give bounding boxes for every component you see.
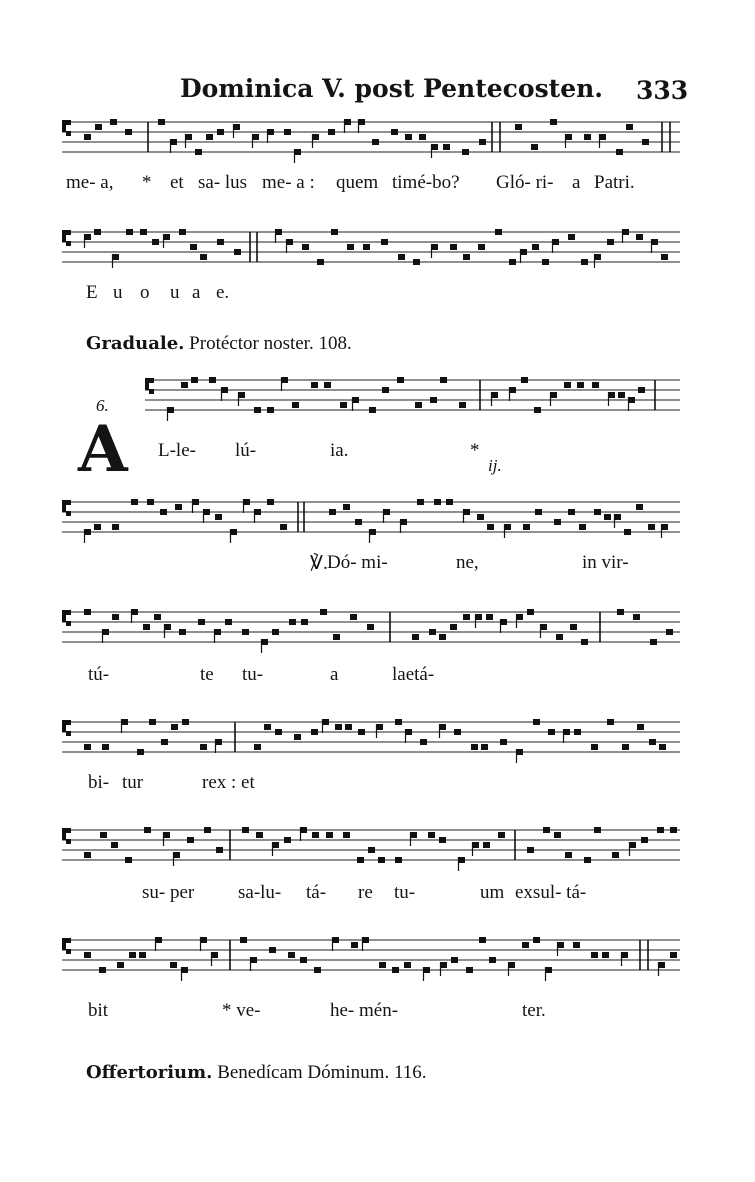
neume-note [617,609,624,615]
neume-note [498,832,505,838]
neume-note [215,514,222,520]
neume-note [264,724,271,730]
c-clef-icon [62,938,71,954]
neume-note [574,729,581,735]
neume-note [641,837,648,843]
lyric-syllable: u [113,282,123,303]
neume-note [648,524,655,530]
neume-note [94,229,101,235]
neume-note [382,387,389,393]
neume-note [144,827,151,833]
neume-note [533,719,540,725]
neume-note [565,852,572,858]
offertorium-rest: Benedícam Dóminum. 116. [212,1062,427,1083]
neume-note [84,609,91,615]
neume-note [117,962,124,968]
neume-note [670,827,677,833]
neume-note [300,957,307,963]
neume-note [94,524,101,530]
neume-note [312,832,319,838]
neume-note [564,382,571,388]
staff-s8 [0,920,755,990]
neume-note [607,719,614,725]
neume-note [451,957,458,963]
neume-note [140,229,147,235]
neume-note [395,857,402,863]
neume-note [301,619,308,625]
neume-note [206,134,213,140]
staff-s7 [0,810,755,880]
neume-note [550,119,557,125]
c-clef-icon [62,610,71,626]
neume-note [343,832,350,838]
neume-note [440,377,447,383]
neume-note [612,852,619,858]
neume-note [481,744,488,750]
offertorium-bold: Offertorium. [86,1062,213,1083]
neume-note [594,509,601,515]
lyric-syllable: u [170,282,180,303]
neume-note [624,529,631,535]
neume-note [439,837,446,843]
neume-note [459,402,466,408]
neume-note [666,629,673,635]
neume-note [84,744,91,750]
neume-note [443,144,450,150]
lyric-syllable: sa-lu- [238,882,282,903]
neume-note [577,382,584,388]
neume-note [363,244,370,250]
neume-note [331,229,338,235]
neume-note [378,857,385,863]
neume-note [542,259,549,265]
neume-note [200,254,207,260]
neume-note [351,942,358,948]
neume-note [573,942,580,948]
lyric-syllable: exsul- tá- [515,882,587,903]
neume-note [463,614,470,620]
lyric-syllable: re [358,882,373,903]
c-clef-icon [62,720,71,736]
neume-note [413,259,420,265]
neume-note [638,387,645,393]
neume-note [439,634,446,640]
neume-note [543,827,550,833]
neume-note [158,119,165,125]
lyric-syllable: ne, [456,552,479,573]
neume-note [454,729,461,735]
neume-note [556,634,563,640]
neume-note [463,254,470,260]
lyric-syllable: a [192,282,201,303]
neume-note [225,619,232,625]
neume-note [340,402,347,408]
neume-note [489,957,496,963]
neume-note [181,382,188,388]
lyric-syllable: te [200,664,214,685]
neume-note [372,139,379,145]
neume-note [531,144,538,150]
neume-note [412,634,419,640]
neume-note [288,952,295,958]
c-clef-icon [62,828,71,844]
neume-note [483,842,490,848]
neume-note [99,967,106,973]
neume-note [650,639,657,645]
neume-note [581,259,588,265]
neume-note [419,134,426,140]
neume-note [242,629,249,635]
neume-note [143,624,150,630]
neume-note [311,382,318,388]
neume-note [84,952,91,958]
lyric-syllable: ter. [522,1000,546,1021]
neume-note [477,514,484,520]
neume-note [381,239,388,245]
neume-note [604,514,611,520]
neume-note [568,509,575,515]
neume-note [633,614,640,620]
neume-note [129,952,136,958]
neume-note [479,139,486,145]
neume-note [254,744,261,750]
c-clef-icon [62,230,71,246]
neume-note [532,244,539,250]
neume-note [527,847,534,853]
neume-note [314,967,321,973]
neume-note [350,614,357,620]
lyric-syllable: Patri. [594,172,635,193]
neume-note [84,134,91,140]
neume-note [591,952,598,958]
neume-note [429,629,436,635]
neume-note [554,832,561,838]
neume-note [284,129,291,135]
neume-note [659,744,666,750]
neume-note [147,499,154,505]
neume-note [584,134,591,140]
neume-note [275,729,282,735]
lyric-syllable: e. [216,282,230,303]
neume-note [446,499,453,505]
neume-note [661,254,668,260]
neume-note [269,947,276,953]
neume-note [111,842,118,848]
neume-note [149,719,156,725]
neume-note [584,857,591,863]
neume-note [333,634,340,640]
lyric-syllable: Dó- mi- [327,552,388,573]
neume-note [367,624,374,630]
neume-note [521,377,528,383]
neume-note [486,614,493,620]
neume-note [204,827,211,833]
c-clef-icon [62,500,71,516]
neume-note [527,609,534,615]
neume-note [535,509,542,515]
neume-note [434,499,441,505]
neume-note [391,129,398,135]
neume-note [554,519,561,525]
neume-note [152,239,159,245]
graduale-label [86,333,352,355]
neume-note [179,629,186,635]
neume-note [622,744,629,750]
neume-note [398,254,405,260]
neume-note [392,967,399,973]
neume-note [240,937,247,943]
staff-s6 [0,702,755,772]
neume-note [191,377,198,383]
neume-note [200,744,207,750]
lyric-syllable: ℣. [310,553,328,574]
neume-note [636,234,643,240]
lyric-syllable: L-le- [158,440,196,461]
page-title: Dominica V. post Pentecosten. [180,74,603,103]
neume-note [289,619,296,625]
neume-note [280,524,287,530]
neume-note [607,239,614,245]
neume-note [649,739,656,745]
neume-note [523,524,530,530]
neume-note [335,724,342,730]
lyric-syllable: tur [122,772,144,793]
neume-note [462,149,469,155]
lyric-syllable: tu- [394,882,416,903]
neume-note [478,244,485,250]
neume-note [592,382,599,388]
neume-note [637,724,644,730]
neume-note [272,629,279,635]
drop-cap-letter: A [78,412,128,487]
neume-note [636,504,643,510]
neume-note [139,952,146,958]
lyric-syllable: su- per [142,882,195,903]
neume-note [131,499,138,505]
neume-note [125,129,132,135]
lyric-syllable: me- a, [66,172,114,193]
neume-note [137,749,144,755]
lyric-syllable: bi- [88,772,110,793]
lyric-syllable: E [86,282,98,303]
neume-note [170,962,177,968]
neume-note [294,734,301,740]
lyric-syllable: o [140,282,150,303]
neume-note [642,139,649,145]
neume-note [112,524,119,530]
neume-note [534,407,541,413]
neume-note [430,397,437,403]
lyric-syllable: a [330,664,339,685]
lyric-syllable: * ve- [222,1000,261,1021]
neume-note [343,504,350,510]
neume-note [487,524,494,530]
neume-note [533,937,540,943]
neume-note [404,962,411,968]
page-number: 333 [636,76,689,105]
neume-note [187,837,194,843]
neume-note [395,719,402,725]
lyric-syllable: Gló- ri- [496,172,554,193]
neume-note [626,124,633,130]
neume-note [317,259,324,265]
neume-note [417,499,424,505]
lyric-syllable: lú- [235,440,257,461]
neume-note [369,407,376,413]
neume-note [355,519,362,525]
lyric-syllable: a [572,172,581,193]
neume-note [216,847,223,853]
c-clef-icon [145,378,154,394]
neume-note [311,729,318,735]
neume-note [602,952,609,958]
neume-note [515,124,522,130]
lyric-syllable: um [480,882,505,903]
neume-note [209,377,216,383]
neume-note [256,832,263,838]
neume-note [112,614,119,620]
neume-note [466,967,473,973]
lyric-syllable: ia. [330,440,349,461]
staff-s1 [0,102,755,172]
staff-s2 [0,212,755,282]
neume-note [570,624,577,630]
neume-note [657,827,664,833]
neume-note [100,832,107,838]
neume-note [450,244,457,250]
neume-note [110,119,117,125]
neume-note [125,857,132,863]
neume-note [397,377,404,383]
neume-note [242,827,249,833]
neume-note [95,124,102,130]
neume-note [190,244,197,250]
neume-note [479,937,486,943]
mode-number: 6. [96,396,109,415]
neume-note [450,624,457,630]
lyric-syllable: et [170,172,184,193]
neume-note [326,832,333,838]
neume-note [126,229,133,235]
lyric-syllable: me- a : [262,172,315,193]
neume-note [328,129,335,135]
neume-note [347,244,354,250]
neume-note [234,249,241,255]
neume-note [568,234,575,240]
alleluia-repeat-sign: ij. [488,456,502,475]
lyric-syllable: he- mén- [330,1000,399,1021]
neume-note [548,729,555,735]
neume-note [320,609,327,615]
neume-note [428,832,435,838]
neume-note [522,942,529,948]
neume-note [379,962,386,968]
neume-note [195,149,202,155]
neume-note [292,402,299,408]
neume-note [179,229,186,235]
lyric-syllable: timé-bo? [392,172,460,193]
lyric-syllable: * [142,172,152,193]
c-clef-icon [62,120,71,136]
offertorium-label [86,1062,427,1084]
neume-note [358,729,365,735]
lyric-syllable: * [470,440,480,461]
neume-note [616,149,623,155]
neume-note [160,509,167,515]
neume-note [217,239,224,245]
neume-note [471,744,478,750]
lyric-syllable: bit [88,1000,109,1021]
neume-note [171,724,178,730]
lyric-syllable: tú- [88,664,110,685]
neume-note [254,407,261,413]
neume-note [594,827,601,833]
neume-note [405,134,412,140]
neume-note [175,504,182,510]
neume-note [267,407,274,413]
neume-note [420,739,427,745]
neume-note [345,724,352,730]
graduale-bold: Graduale. [86,333,185,354]
neume-note [500,739,507,745]
neume-note [102,744,109,750]
neume-note [154,614,161,620]
neume-note [198,619,205,625]
neume-note [182,719,189,725]
neume-note [618,392,625,398]
lyric-syllable: in vir- [582,552,629,573]
staff-s4 [0,482,755,552]
neume-note [217,129,224,135]
lyric-syllable: tá- [306,882,327,903]
neume-note [368,847,375,853]
neume-note [581,639,588,645]
lyric-syllable: sa- lus [198,172,248,193]
lyric-syllable: rex : et [202,772,255,793]
neume-note [670,952,677,958]
neume-note [495,229,502,235]
neume-note [302,244,309,250]
lyric-syllable: laetá- [392,664,435,685]
staff-s5 [0,592,755,662]
neume-note [267,499,274,505]
neume-note [579,524,586,530]
neume-note [591,744,598,750]
graduale-rest: Protéctor noster. 108. [184,333,352,354]
lyric-syllable: tu- [242,664,264,685]
neume-note [329,509,336,515]
neume-note [357,857,364,863]
neume-note [415,402,422,408]
neume-note [509,259,516,265]
neume-note [161,739,168,745]
neume-note [84,852,91,858]
neume-note [324,382,331,388]
neume-note [284,837,291,843]
lyric-syllable: quem [336,172,379,193]
